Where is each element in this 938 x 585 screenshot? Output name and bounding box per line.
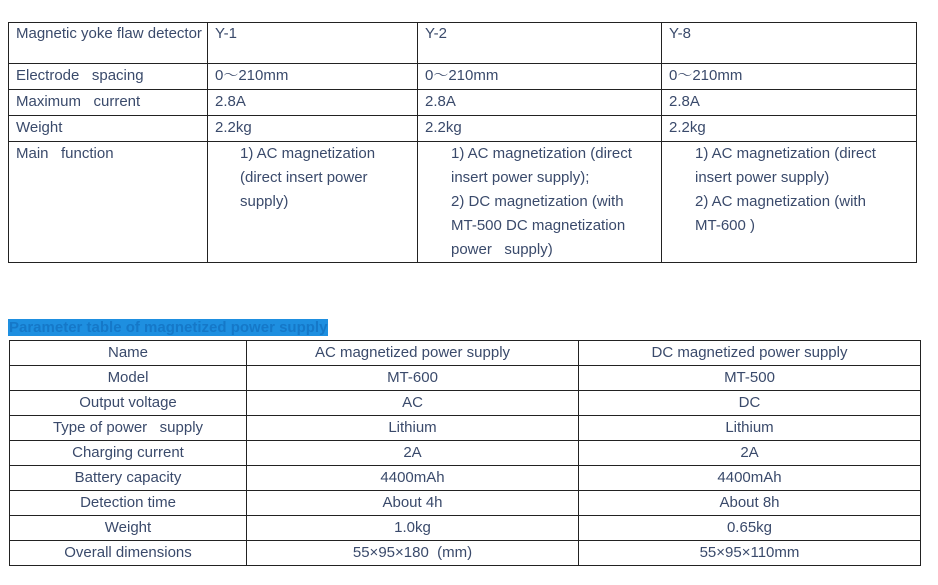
table-cell: 2.8A bbox=[208, 90, 418, 116]
table-cell: 0～210mm bbox=[662, 64, 917, 90]
table-cell: 4400mAh bbox=[247, 466, 579, 491]
table-row bbox=[9, 90, 917, 116]
function-line: power supply) bbox=[451, 241, 553, 258]
function-line: supply) bbox=[240, 193, 289, 210]
row-label: Electrode spacing bbox=[9, 64, 208, 90]
row-label: Detection time bbox=[10, 491, 247, 516]
row-label: Output voltage bbox=[10, 391, 247, 416]
function-line: 1) AC magnetization bbox=[240, 145, 376, 162]
row-label: Weight bbox=[9, 116, 208, 142]
table-cell: 2.2kg bbox=[208, 116, 418, 142]
table-cell: 0.65kg bbox=[579, 516, 921, 541]
function-cell-y8 bbox=[662, 142, 917, 263]
table-cell: Lithium bbox=[579, 416, 921, 441]
table-row bbox=[10, 541, 921, 566]
function-line: insert power supply) bbox=[695, 169, 830, 186]
row-label: Type of power supply bbox=[10, 416, 247, 441]
column-header: DC magnetized power supply bbox=[579, 341, 921, 366]
table-cell: AC bbox=[247, 391, 579, 416]
table-row bbox=[9, 116, 917, 142]
table-cell: 2.2kg bbox=[418, 116, 662, 142]
table-row bbox=[10, 366, 921, 391]
table-cell: 0～210mm bbox=[418, 64, 662, 90]
table-cell: MT-600 bbox=[247, 366, 579, 391]
function-line: 2) AC magnetization (with bbox=[695, 193, 866, 210]
table-cell: 2A bbox=[579, 441, 921, 466]
function-line: 1) AC magnetization (direct bbox=[695, 145, 876, 162]
row-label: Charging current bbox=[10, 441, 247, 466]
row-label: Main function bbox=[9, 142, 208, 263]
table-row bbox=[10, 466, 921, 491]
table-cell: Lithium bbox=[247, 416, 579, 441]
function-line: insert power supply); bbox=[451, 169, 590, 186]
row-label: Overall dimensions bbox=[10, 541, 247, 566]
table-header-row bbox=[10, 341, 921, 366]
section-heading: Parameter table of magnetized power supply bbox=[9, 319, 328, 336]
model-y2: Y-2 bbox=[418, 23, 662, 64]
row-label: Battery capacity bbox=[10, 466, 247, 491]
table-row bbox=[10, 391, 921, 416]
yoke-flaw-detector-table bbox=[8, 22, 917, 263]
table-cell: DC bbox=[579, 391, 921, 416]
table-cell: 2.2kg bbox=[662, 116, 917, 142]
function-line: MT-500 DC magnetization bbox=[451, 217, 626, 234]
function-line: (direct insert power bbox=[240, 169, 368, 186]
column-header: AC magnetized power supply bbox=[247, 341, 579, 366]
row-label: Weight bbox=[10, 516, 247, 541]
table-row bbox=[10, 491, 921, 516]
table-cell: 2.8A bbox=[662, 90, 917, 116]
table-cell: MT-500 bbox=[579, 366, 921, 391]
table-row bbox=[10, 516, 921, 541]
model-y1: Y-1 bbox=[208, 23, 418, 64]
model-y8: Y-8 bbox=[662, 23, 917, 64]
function-line: 2) DC magnetization (with bbox=[451, 193, 624, 210]
row-label: Model bbox=[10, 366, 247, 391]
table-cell: 55×95×110mm bbox=[579, 541, 921, 566]
table-cell: 0～210mm bbox=[208, 64, 418, 90]
table-cell: 2A bbox=[247, 441, 579, 466]
table-cell: 2.8A bbox=[418, 90, 662, 116]
power-supply-parameter-table bbox=[9, 340, 921, 566]
table-row bbox=[9, 23, 917, 64]
table-cell: About 8h bbox=[579, 491, 921, 516]
table-cell: 55×95×180 (mm) bbox=[247, 541, 579, 566]
table-cell: About 4h bbox=[247, 491, 579, 516]
function-cell-y2 bbox=[418, 142, 662, 263]
table-row bbox=[9, 64, 917, 90]
function-line: 1) AC magnetization (direct bbox=[451, 145, 632, 162]
function-line: MT-600 ) bbox=[695, 217, 756, 234]
function-cell-y1 bbox=[208, 142, 418, 263]
column-header: Name bbox=[10, 341, 247, 366]
table-row bbox=[10, 441, 921, 466]
row-label: Maximum current bbox=[9, 90, 208, 116]
table-row bbox=[10, 416, 921, 441]
table-cell: 4400mAh bbox=[579, 466, 921, 491]
row-label: Magnetic yoke flaw detector bbox=[9, 23, 208, 64]
table-row bbox=[9, 142, 917, 263]
table-cell: 1.0kg bbox=[247, 516, 579, 541]
